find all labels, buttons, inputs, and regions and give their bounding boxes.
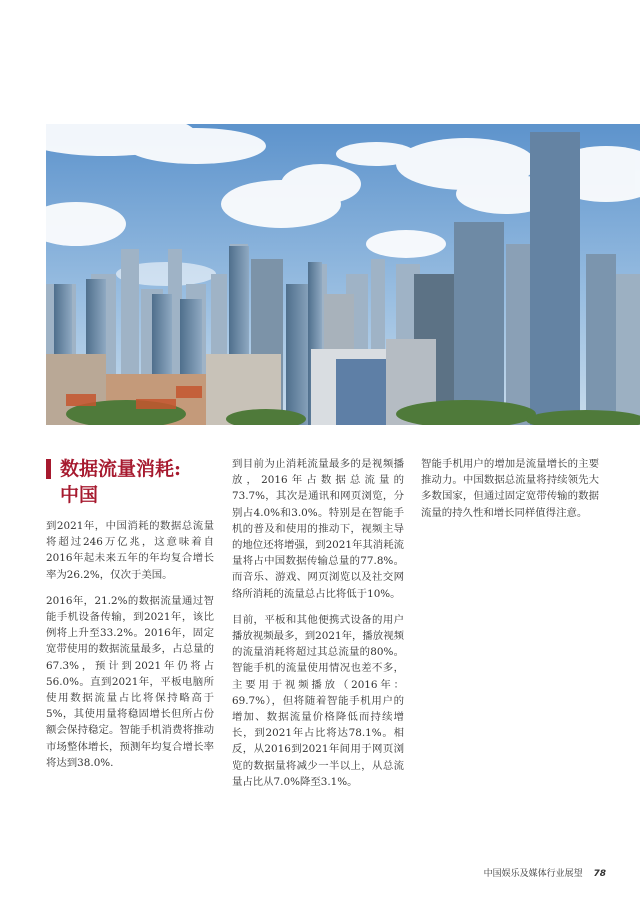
page-footer bbox=[484, 866, 606, 879]
page-number: 78 bbox=[593, 869, 606, 879]
text-column-1 bbox=[46, 518, 214, 781]
text-column-3 bbox=[421, 456, 599, 531]
paragraph: 到目前为止消耗流量最多的是视频播放，2016年占数据总流量的73.7%，其次是通讯和网页浏览，分别占4.0%和3.0%。特别是在智能手机的普及和使用的推动下，视频主导的地位还将增强，到2021年其消耗流量将占中国数据传输总量的77.8%。而音乐、游戏、网页浏览以及社交网络所消耗的流量总占比将低于10%。 bbox=[232, 458, 404, 600]
text-column-2 bbox=[232, 456, 404, 800]
paragraph: 到2021年，中国消耗的数据总流量将超过246万亿兆，这意味着自2016年起未来五年的年均复合增长率为26.2%，仅次于美国。 bbox=[46, 520, 214, 581]
paragraph: 目前，平板和其他便携式设备的用户播放视频最多，到2021年，播放视频的流量消耗将超过其总流量的80%。智能手机的流量使用情况也差不多，主要用于视频播放（2016年：69.7%），但将随着智能手机用户的增加、数据流量价格降低而持续增长，到2021年占比将达78.1%。相反，从2016到2021年间用于网页浏览的数据量将减少一半以上，从总流量占比从7.0%降至3.1%。 bbox=[232, 613, 404, 788]
section-title bbox=[60, 456, 226, 508]
section-heading bbox=[46, 456, 226, 508]
city-skyline-photo bbox=[46, 124, 640, 425]
paragraph: 2016年，21.2%的数据流量通过智能手机设备传输，到2021年，该比例将上升至33.2%。2016年，固定宽带使用的数据流量最多，占总量的67.3%，预计到2021年仍将占56.0%。直到2021年，平板电脑所使用数据流量占比将保持略高于5%，其使用量将稳固增长但所占份额会保持稳定。智能手机消费将推动市场整体增长，预测年均复合增长率将达到38.0%. bbox=[46, 594, 214, 769]
section-title-line1: 数据流量消耗: bbox=[60, 458, 182, 480]
publication-title: 中国娱乐及媒体行业展望 bbox=[483, 869, 583, 879]
paragraph: 智能手机用户的增加是流量增长的主要推动力。中国数据总流量将持续领先大多数国家，但通过固定宽带传输的数据流量的持久性和增长同样值得注意。 bbox=[421, 458, 599, 519]
heading-accent-bar bbox=[46, 459, 51, 479]
section-title-line2: 中国 bbox=[60, 484, 99, 506]
